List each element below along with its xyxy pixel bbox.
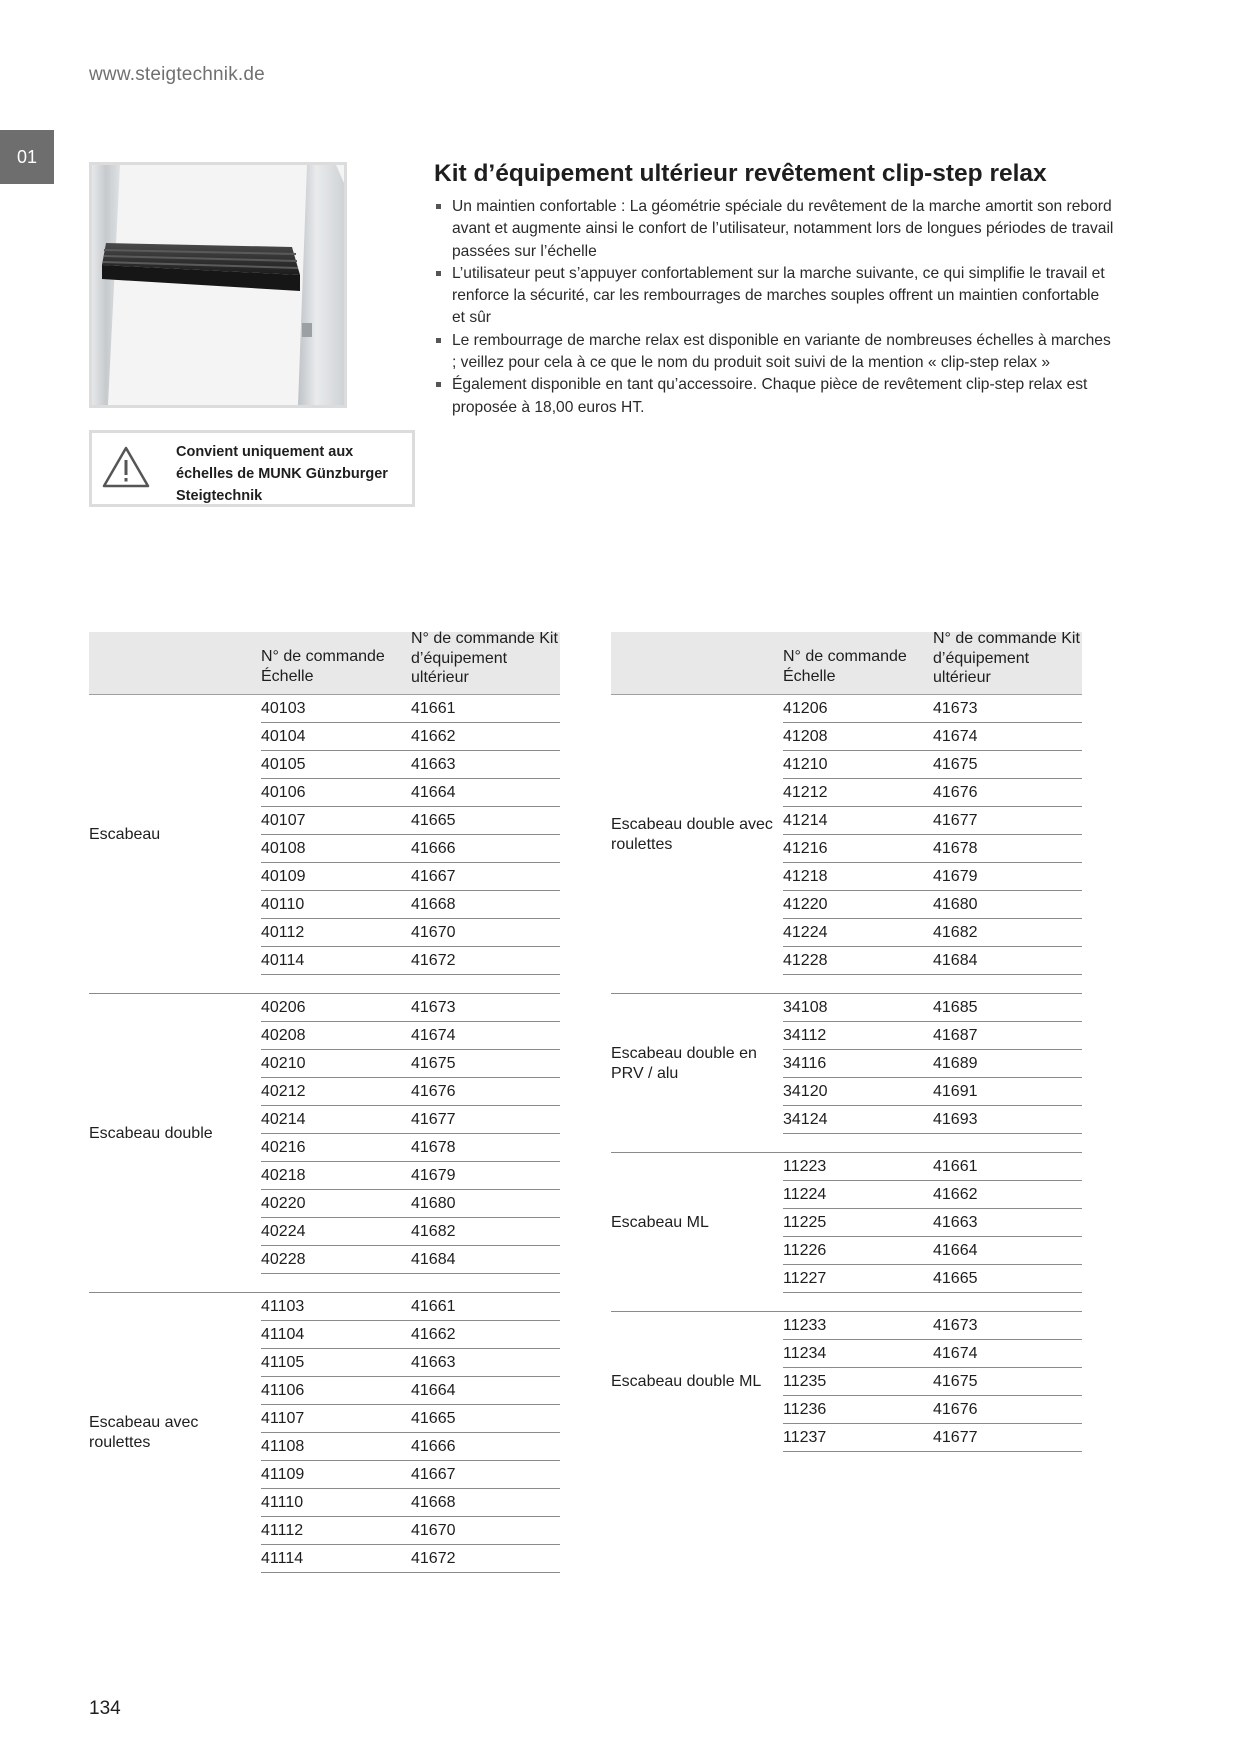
ladder-order-number: 41212 bbox=[783, 784, 828, 801]
ladder-order-number: 40216 bbox=[261, 1139, 306, 1156]
ladder-order-number: 34108 bbox=[783, 999, 828, 1016]
header-ladder-order-number: N° de commande Échelle bbox=[261, 648, 385, 685]
ladder-order-number: 41107 bbox=[261, 1410, 305, 1427]
group-label: Escabeau double ML bbox=[611, 1373, 762, 1390]
table-row bbox=[783, 1424, 1082, 1452]
table-row bbox=[783, 891, 1082, 919]
ladder-order-number: 41109 bbox=[261, 1466, 305, 1483]
ladder-order-number: 41112 bbox=[261, 1522, 304, 1539]
kit-order-number: 41691 bbox=[933, 1083, 978, 1100]
table-header bbox=[611, 632, 1082, 695]
kit-order-number: 41684 bbox=[933, 952, 978, 969]
kit-order-number: 41674 bbox=[933, 728, 978, 745]
table-row bbox=[783, 1153, 1082, 1181]
table-row bbox=[261, 1162, 560, 1190]
ladder-order-number: 40214 bbox=[261, 1111, 306, 1128]
kit-order-number: 41677 bbox=[933, 1429, 978, 1446]
kit-order-number: 41682 bbox=[411, 1223, 456, 1240]
table-row bbox=[783, 1078, 1082, 1106]
kit-order-number: 41662 bbox=[411, 728, 456, 745]
group-label: Escabeau ML bbox=[611, 1214, 709, 1231]
ladder-order-number: 11237 bbox=[783, 1429, 827, 1446]
kit-order-number: 41680 bbox=[411, 1195, 456, 1212]
group-label: Escabeau bbox=[89, 826, 161, 843]
kit-order-number: 41663 bbox=[411, 1354, 456, 1371]
compatibility-text: Convient uniquement aux échelles de MUNK Günzburger Steigtechnik bbox=[176, 444, 388, 504]
ladder-order-number: 40228 bbox=[261, 1251, 306, 1268]
kit-order-number: 41687 bbox=[933, 1027, 978, 1044]
feature-item: Également disponible en tant qu’accessoire. Chaque pièce de revêtement clip-step relax est proposée à 18,00 euros HT. bbox=[434, 374, 1114, 419]
ladder-order-number: 40114 bbox=[261, 952, 305, 969]
ladder-order-number: 40210 bbox=[261, 1055, 306, 1072]
order-table-left bbox=[89, 632, 560, 1573]
feature-list bbox=[434, 196, 1114, 419]
table-header bbox=[89, 632, 560, 695]
kit-order-number: 41678 bbox=[933, 840, 978, 857]
kit-order-number: 41673 bbox=[933, 700, 978, 717]
kit-order-number: 41661 bbox=[411, 1298, 456, 1315]
table-row bbox=[261, 1106, 560, 1134]
website-url: www.steigtechnik.de bbox=[89, 64, 265, 85]
table-row bbox=[261, 1246, 560, 1274]
page-number: 134 bbox=[89, 1698, 121, 1719]
table-row bbox=[261, 1218, 560, 1246]
section-tab: 01 bbox=[0, 130, 54, 184]
kit-order-number: 41685 bbox=[933, 999, 978, 1016]
kit-order-number: 41693 bbox=[933, 1111, 978, 1128]
table-row bbox=[783, 1106, 1082, 1134]
table-row bbox=[261, 1349, 560, 1377]
table-row bbox=[261, 695, 560, 723]
ladder-order-number: 41216 bbox=[783, 840, 828, 857]
kit-order-number: 41676 bbox=[933, 784, 978, 801]
kit-order-number: 41666 bbox=[411, 1438, 456, 1455]
kit-order-number: 41664 bbox=[411, 1382, 456, 1399]
ladder-order-number: 41228 bbox=[783, 952, 828, 969]
warning-triangle-icon bbox=[102, 445, 150, 489]
kit-order-number: 41663 bbox=[411, 756, 456, 773]
table-row bbox=[261, 1461, 560, 1489]
ladder-order-number: 41105 bbox=[261, 1354, 305, 1371]
group-label: Escabeau double avec roulettes bbox=[611, 816, 773, 853]
ladder-order-number: 40206 bbox=[261, 999, 306, 1016]
table-row bbox=[261, 891, 560, 919]
feature-item: L’utilisateur peut s’appuyer confortablement sur la marche suivante, ce qui simplifie le travail et renforce la sécurité, car les rembourrages de marches souples offrent un maintien confortable et sûr bbox=[434, 263, 1114, 330]
feature-item: Un maintien confortable : La géométrie spéciale du revêtement de la marche amortit son rebord avant et augmente ainsi le confort de l’utilisateur, notamment lors de longues périodes de travail passées sur l’échelle bbox=[434, 196, 1114, 263]
kit-order-number: 41667 bbox=[411, 1466, 456, 1483]
table-row bbox=[261, 1377, 560, 1405]
kit-order-number: 41680 bbox=[933, 896, 978, 913]
table-row bbox=[783, 779, 1082, 807]
table-row bbox=[783, 723, 1082, 751]
kit-order-number: 41672 bbox=[411, 952, 456, 969]
ladder-order-number: 41214 bbox=[783, 812, 828, 829]
kit-order-number: 41662 bbox=[411, 1326, 456, 1343]
ladder-order-number: 40208 bbox=[261, 1027, 306, 1044]
table-row bbox=[261, 723, 560, 751]
ladder-order-number: 40218 bbox=[261, 1167, 306, 1184]
table-row bbox=[783, 1265, 1082, 1293]
table-row bbox=[261, 919, 560, 947]
table-row bbox=[783, 1181, 1082, 1209]
kit-order-number: 41675 bbox=[933, 756, 978, 773]
product-group bbox=[611, 695, 1082, 975]
compatibility-notice bbox=[89, 430, 415, 507]
ladder-order-number: 11235 bbox=[783, 1373, 827, 1390]
ladder-order-number: 40107 bbox=[261, 812, 306, 829]
group-label: Escabeau double bbox=[89, 1125, 213, 1142]
header-kit-order-number: N° de commande Kit d’équipement ultérieur bbox=[411, 630, 558, 686]
ladder-order-number: 41104 bbox=[261, 1326, 305, 1343]
kit-order-number: 41670 bbox=[411, 924, 456, 941]
table-row bbox=[261, 835, 560, 863]
ladder-order-number: 40212 bbox=[261, 1083, 306, 1100]
ladder-order-number: 41210 bbox=[783, 756, 828, 773]
ladder-order-number: 11224 bbox=[783, 1186, 827, 1203]
ladder-order-number: 40108 bbox=[261, 840, 306, 857]
kit-order-number: 41676 bbox=[411, 1083, 456, 1100]
kit-order-number: 41666 bbox=[411, 840, 456, 857]
product-group bbox=[611, 1152, 1082, 1293]
ladder-order-number: 41103 bbox=[261, 1298, 305, 1315]
table-row bbox=[261, 1050, 560, 1078]
ladder-order-number: 40104 bbox=[261, 728, 306, 745]
product-group bbox=[89, 695, 560, 975]
kit-order-number: 41662 bbox=[933, 1186, 978, 1203]
kit-order-number: 41689 bbox=[933, 1055, 978, 1072]
ladder-order-number: 41220 bbox=[783, 896, 828, 913]
kit-order-number: 41673 bbox=[933, 1317, 978, 1334]
ladder-order-number: 34124 bbox=[783, 1111, 828, 1128]
ladder-order-number: 34112 bbox=[783, 1027, 827, 1044]
kit-order-number: 41677 bbox=[933, 812, 978, 829]
table-row bbox=[261, 779, 560, 807]
ladder-order-number: 11223 bbox=[783, 1158, 827, 1175]
kit-order-number: 41668 bbox=[411, 1494, 456, 1511]
table-row bbox=[261, 751, 560, 779]
product-group bbox=[611, 1311, 1082, 1452]
table-row bbox=[261, 863, 560, 891]
kit-order-number: 41667 bbox=[411, 868, 456, 885]
table-row bbox=[261, 1078, 560, 1106]
table-row bbox=[783, 1022, 1082, 1050]
table-row bbox=[261, 1134, 560, 1162]
kit-order-number: 41674 bbox=[933, 1345, 978, 1362]
table-row bbox=[783, 863, 1082, 891]
table-row bbox=[261, 1022, 560, 1050]
table-row bbox=[261, 1489, 560, 1517]
kit-order-number: 41679 bbox=[933, 868, 978, 885]
ladder-order-number: 11233 bbox=[783, 1317, 827, 1334]
table-row bbox=[261, 947, 560, 975]
ladder-order-number: 41106 bbox=[261, 1382, 305, 1399]
group-label: Escabeau avec roulettes bbox=[89, 1414, 199, 1451]
ladder-order-number: 11236 bbox=[783, 1401, 827, 1418]
ladder-order-number: 41218 bbox=[783, 868, 828, 885]
ladder-order-number: 41110 bbox=[261, 1494, 304, 1511]
header-ladder-order-number: N° de commande Échelle bbox=[783, 648, 907, 685]
feature-item: Le rembourrage de marche relax est disponible en variante de nombreuses échelles à marches ; veillez pour cela à ce que le nom du produit soit suivi de la mention « clip-step relax » bbox=[434, 330, 1114, 375]
kit-order-number: 41664 bbox=[411, 784, 456, 801]
table-row bbox=[783, 695, 1082, 723]
ladder-order-number: 40106 bbox=[261, 784, 306, 801]
table-row bbox=[261, 1405, 560, 1433]
ladder-order-number: 11225 bbox=[783, 1214, 827, 1231]
table-row bbox=[783, 1312, 1082, 1340]
kit-order-number: 41665 bbox=[411, 812, 456, 829]
ladder-order-number: 40220 bbox=[261, 1195, 306, 1212]
kit-order-number: 41664 bbox=[933, 1242, 978, 1259]
table-row bbox=[783, 835, 1082, 863]
ladder-order-number: 40109 bbox=[261, 868, 306, 885]
table-row bbox=[783, 807, 1082, 835]
kit-order-number: 41663 bbox=[933, 1214, 978, 1231]
kit-order-number: 41678 bbox=[411, 1139, 456, 1156]
kit-order-number: 41675 bbox=[933, 1373, 978, 1390]
header-kit-order-number: N° de commande Kit d’équipement ultérieur bbox=[933, 630, 1080, 686]
kit-order-number: 41670 bbox=[411, 1522, 456, 1539]
table-row bbox=[783, 1396, 1082, 1424]
kit-order-number: 41682 bbox=[933, 924, 978, 941]
ladder-order-number: 41108 bbox=[261, 1438, 305, 1455]
table-row bbox=[261, 994, 560, 1022]
ladder-order-number: 11227 bbox=[783, 1270, 827, 1287]
table-row bbox=[783, 1340, 1082, 1368]
group-label: Escabeau double en PRV / alu bbox=[611, 1045, 757, 1082]
table-row bbox=[261, 1321, 560, 1349]
kit-order-number: 41677 bbox=[411, 1111, 456, 1128]
kit-order-number: 41675 bbox=[411, 1055, 456, 1072]
kit-order-number: 41674 bbox=[411, 1027, 456, 1044]
table-row bbox=[261, 807, 560, 835]
kit-order-number: 41684 bbox=[411, 1251, 456, 1268]
ladder-order-number: 41224 bbox=[783, 924, 828, 941]
kit-order-number: 41665 bbox=[933, 1270, 978, 1287]
ladder-order-number: 40224 bbox=[261, 1223, 306, 1240]
table-row bbox=[783, 994, 1082, 1022]
table-row bbox=[261, 1517, 560, 1545]
ladder-order-number: 40103 bbox=[261, 700, 306, 717]
ladder-order-number: 34116 bbox=[783, 1055, 827, 1072]
table-row bbox=[261, 1293, 560, 1321]
product-photo bbox=[89, 162, 347, 408]
kit-order-number: 41673 bbox=[411, 999, 456, 1016]
table-row bbox=[783, 1368, 1082, 1396]
ladder-order-number: 41208 bbox=[783, 728, 828, 745]
product-group bbox=[89, 1292, 560, 1573]
table-row bbox=[783, 1237, 1082, 1265]
table-row bbox=[783, 751, 1082, 779]
kit-order-number: 41679 bbox=[411, 1167, 456, 1184]
table-row bbox=[783, 1050, 1082, 1078]
kit-order-number: 41668 bbox=[411, 896, 456, 913]
kit-order-number: 41676 bbox=[933, 1401, 978, 1418]
ladder-order-number: 41114 bbox=[261, 1550, 304, 1567]
ladder-order-number: 40112 bbox=[261, 924, 305, 941]
table-row bbox=[783, 1209, 1082, 1237]
table-row bbox=[261, 1545, 560, 1573]
product-group bbox=[611, 993, 1082, 1134]
ladder-order-number: 40105 bbox=[261, 756, 306, 773]
ladder-order-number: 11226 bbox=[783, 1242, 827, 1259]
ladder-order-number: 41206 bbox=[783, 700, 828, 717]
ladder-order-number: 11234 bbox=[783, 1345, 827, 1362]
kit-order-number: 41672 bbox=[411, 1550, 456, 1567]
product-group bbox=[89, 993, 560, 1274]
table-row bbox=[783, 947, 1082, 975]
table-row bbox=[783, 919, 1082, 947]
kit-order-number: 41665 bbox=[411, 1410, 456, 1427]
ladder-order-number: 40110 bbox=[261, 896, 305, 913]
table-row bbox=[261, 1433, 560, 1461]
product-title: Kit d’équipement ultérieur revêtement clip-step relax bbox=[434, 160, 1047, 187]
kit-order-number: 41661 bbox=[933, 1158, 978, 1175]
order-table-right bbox=[611, 632, 1082, 1452]
table-row bbox=[261, 1190, 560, 1218]
ladder-order-number: 34120 bbox=[783, 1083, 828, 1100]
kit-order-number: 41661 bbox=[411, 700, 456, 717]
